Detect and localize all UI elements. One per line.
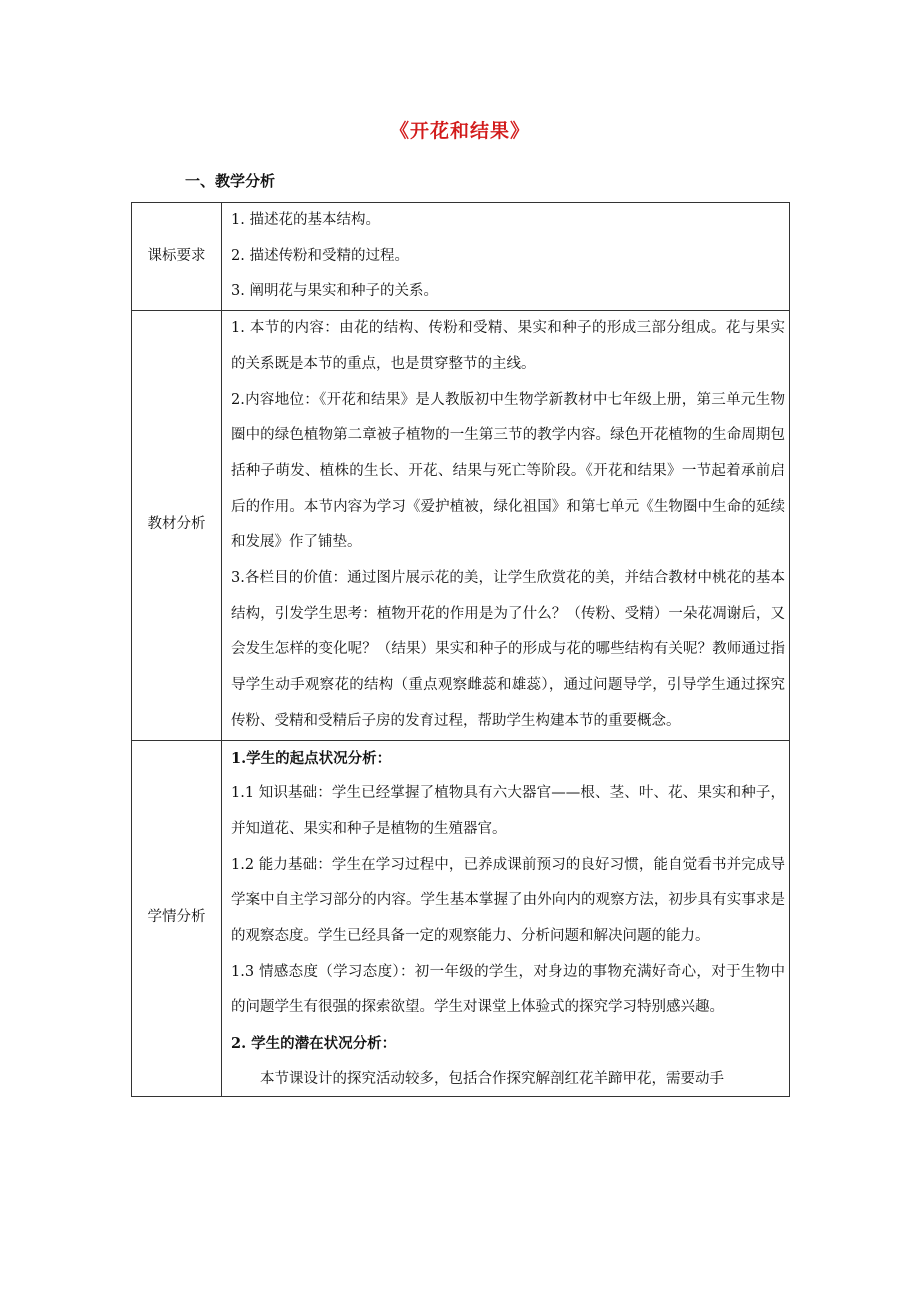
row-label-textbook: 教材分析 [132, 311, 222, 740]
row-label-curriculum: 课标要求 [132, 203, 222, 311]
paragraph: 1.1 知识基础：学生已经掌握了植物具有六大器官——根、茎、叶、花、果实和种子，并知道花、果实和种子是植物的生殖器官。 [231, 785, 785, 837]
list-item: 2. 描述传粉和受精的过程。 [231, 247, 409, 264]
row-content-textbook [222, 311, 790, 740]
paragraph: 1.2 能力基础：学生在学习过程中，已养成课前预习的良好习惯，能自觉看书并完成导学案中自主学习部分的内容。学生基本掌握了由外向内的观察方法，初步具有实事求是的观察态度。学生已经具备一定的观察能力、分析问题和解决问题的能力。 [231, 856, 785, 945]
row-content-students [222, 740, 790, 1096]
paragraph: 2.内容地位：《开花和结果》是人教版初中生物学新教材中七年级上册，第三单元生物圈中的绿色植物第二章被子植物的一生第三节的教学内容。绿色开花植物的生命周期包括种子萌发、植株的生长、开花、结果与死亡等阶段。《开花和结果》一节起着承前启后的作用。本节内容为学习《爱护植被，绿化祖国》和第七单元《生物圈中生命的延续和发展》作了铺垫。 [231, 391, 785, 551]
table-row [132, 740, 790, 1096]
list-item: 1. 描述花的基本结构。 [231, 212, 380, 228]
paragraph: 1. 本节的内容：由花的结构、传粉和受精、果实和种子的形成三部分组成。花与果实的关系既是本节的重点，也是贯穿整节的主线。 [231, 320, 785, 372]
section-heading: 一、教学分析 [185, 172, 276, 190]
row-label-students: 学情分析 [132, 740, 222, 1096]
subheading: 2. 学生的潜在状况分析： [231, 1035, 397, 1053]
list-item: 3. 阐明花与果实和种子的关系。 [231, 283, 438, 300]
row-content-curriculum [222, 203, 790, 311]
paragraph: 3.各栏目的价值：通过图片展示花的美，让学生欣赏花的美，并结合教材中桃花的基本结构，引发学生思考：植物开花的作用是为了什么？（传粉、受精）一朵花凋谢后，又会发生怎样的变化呢？（结果）果实和种子的形成与花的哪些结构有关呢？教师通过指导学生动手观察花的结构（重点观察雌蕊和雄蕊），通过问题导学，引导学生通过探究传粉、受精和受精后子房的发育过程，帮助学生构建本节的重要概念。 [231, 570, 785, 729]
table-row [132, 311, 790, 740]
teaching-analysis-table [131, 202, 790, 1097]
paragraph: 1.3 情感态度（学习态度）：初一年级的学生，对身边的事物充满好奇心，对于生物中的问题学生有很强的探索欲望。学生对课堂上体验式的探究学习特别感兴趣。 [231, 963, 785, 1016]
table-row [132, 203, 790, 311]
paragraph: 本节课设计的探究活动较多，包括合作探究解剖红花羊蹄甲花，需要动手 [260, 1070, 724, 1087]
subheading: 1.学生的起点状况分析： [231, 749, 392, 767]
document-title: 《开花和结果》 [389, 120, 530, 142]
